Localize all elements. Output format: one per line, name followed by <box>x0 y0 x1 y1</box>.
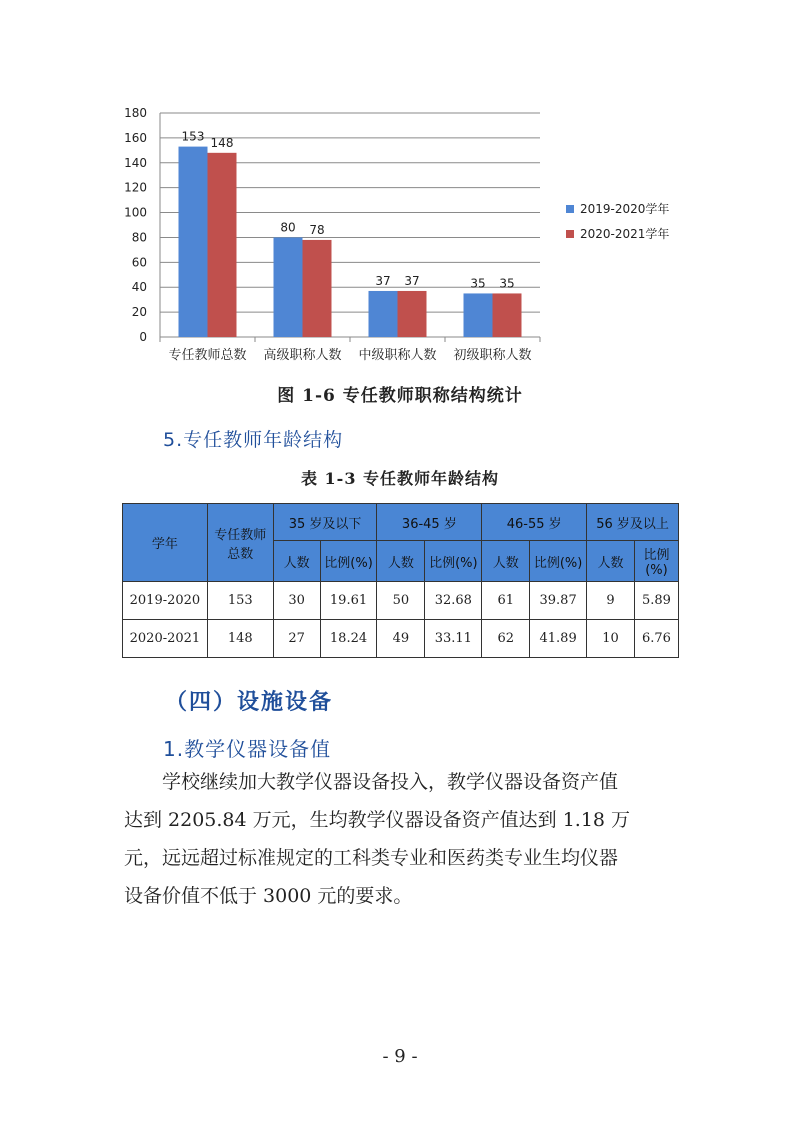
bar <box>208 153 237 337</box>
cell-total: 148 <box>207 620 273 658</box>
header-ratio: 比例(%) <box>320 541 377 582</box>
bar <box>303 240 332 337</box>
cell-total: 153 <box>207 582 273 620</box>
page-number: - 9 - <box>382 1046 418 1067</box>
data-label: 153 <box>181 129 205 144</box>
paragraph-line: 设备价值不低于 3000 元的要求。 <box>124 885 413 907</box>
y-tick-label: 20 <box>131 305 147 320</box>
header-count: 人数 <box>273 541 320 582</box>
x-tick-label: 高级职称人数 <box>263 348 342 363</box>
title-structure-bar-chart <box>100 100 700 370</box>
cell: 50 <box>377 582 425 620</box>
y-tick-label: 60 <box>131 255 147 270</box>
equipment-paragraph <box>124 763 684 915</box>
y-tick-label: 140 <box>124 155 147 170</box>
cell: 9 <box>587 582 635 620</box>
cell: 41.89 <box>530 620 587 658</box>
x-tick-label: 初级职称人数 <box>453 348 532 363</box>
y-tick-label: 180 <box>124 106 147 120</box>
cell: 18.24 <box>320 620 377 658</box>
header-total: 专任教师总数 <box>207 504 273 582</box>
header-group-3: 46-55 岁 <box>482 504 587 541</box>
header-year: 学年 <box>123 504 208 582</box>
legend-swatch <box>566 205 574 213</box>
header-group-1: 35 岁及以下 <box>273 504 377 541</box>
table-row <box>123 620 679 658</box>
header-ratio: 比例(%) <box>634 541 678 582</box>
x-tick-label: 专任教师总数 <box>168 348 247 363</box>
cell: 27 <box>273 620 320 658</box>
cell: 32.68 <box>425 582 482 620</box>
header-count: 人数 <box>482 541 530 582</box>
y-tick-label: 160 <box>124 130 147 145</box>
age-structure-heading: 5.专任教师年龄结构 <box>163 429 344 451</box>
figure-caption: 图 1-6 专任教师职称结构统计 <box>277 386 523 406</box>
cell: 6.76 <box>634 620 678 658</box>
legend-label: 2020-2021学年 <box>580 227 670 241</box>
header-count: 人数 <box>587 541 635 582</box>
cell-year: 2019-2020 <box>123 582 208 620</box>
cell: 5.89 <box>634 582 678 620</box>
chart-svg <box>100 100 700 370</box>
cell: 39.87 <box>530 582 587 620</box>
header-ratio: 比例(%) <box>530 541 587 582</box>
cell-year: 2020-2021 <box>123 620 208 658</box>
paragraph-line: 学校继续加大教学仪器设备投入，教学仪器设备资产值 <box>162 771 619 793</box>
data-label: 78 <box>309 222 325 237</box>
data-label: 35 <box>470 276 486 291</box>
data-label: 37 <box>404 273 420 288</box>
legend-label: 2019-2020学年 <box>580 202 670 216</box>
y-tick-label: 40 <box>131 280 147 295</box>
header-ratio: 比例(%) <box>425 541 482 582</box>
data-label: 80 <box>280 220 296 235</box>
paragraph-line: 达到 2205.84 万元，生均教学仪器设备资产值达到 1.18 万 <box>124 809 631 831</box>
cell: 10 <box>587 620 635 658</box>
table-caption: 表 1-3 专任教师年龄结构 <box>300 469 500 488</box>
data-label: 35 <box>499 276 515 291</box>
cell: 61 <box>482 582 530 620</box>
y-tick-label: 80 <box>131 230 147 245</box>
bar <box>369 291 398 337</box>
y-tick-label: 0 <box>139 330 147 344</box>
cell: 49 <box>377 620 425 658</box>
data-label: 37 <box>375 273 391 288</box>
facilities-section-heading: （四）设施设备 <box>165 690 334 715</box>
cell: 19.61 <box>320 582 377 620</box>
bar <box>398 291 427 337</box>
legend-swatch <box>566 230 574 238</box>
data-label: 148 <box>210 135 234 150</box>
table-header-row <box>123 504 679 541</box>
paragraph-line: 元，远远超过标准规定的工科类专业和医药类专业生均仪器 <box>124 847 619 869</box>
cell: 30 <box>273 582 320 620</box>
bar <box>493 293 522 337</box>
bar <box>179 147 208 337</box>
header-count: 人数 <box>377 541 425 582</box>
cell: 33.11 <box>425 620 482 658</box>
y-tick-label: 100 <box>124 205 147 220</box>
bar <box>274 237 303 337</box>
bar <box>464 293 493 337</box>
cell: 62 <box>482 620 530 658</box>
age-structure-table <box>122 503 679 658</box>
header-group-4: 56 岁及以上 <box>587 504 679 541</box>
x-tick-label: 中级职称人数 <box>358 348 437 363</box>
y-tick-label: 120 <box>124 180 147 195</box>
table-row <box>123 582 679 620</box>
equipment-value-heading: 1.教学仪器设备值 <box>163 737 332 761</box>
header-group-2: 36-45 岁 <box>377 504 482 541</box>
